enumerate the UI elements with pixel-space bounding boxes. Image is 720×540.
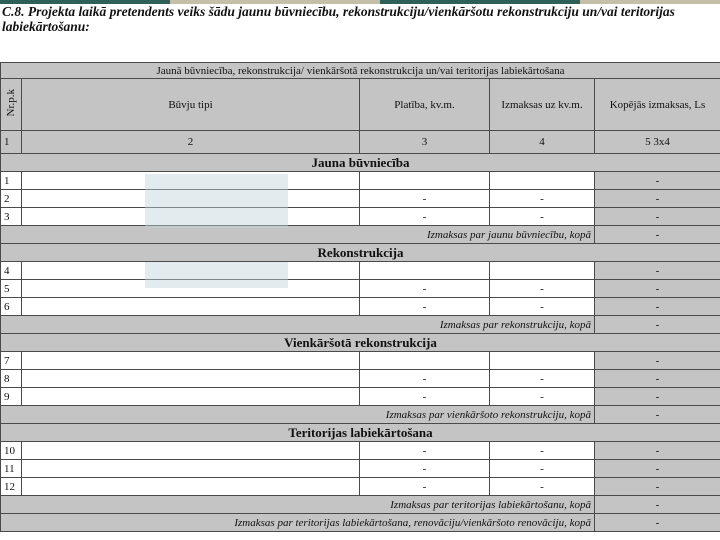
table-row xyxy=(1,262,720,280)
building-type-cell[interactable] xyxy=(22,460,360,478)
table-row xyxy=(1,442,720,460)
cell-highlight xyxy=(145,262,288,288)
building-type-cell[interactable] xyxy=(22,442,360,460)
area-cell[interactable]: - xyxy=(360,388,490,406)
subtotal-value: - xyxy=(595,316,720,334)
total-cell: - xyxy=(595,172,720,190)
building-type-cell[interactable] xyxy=(22,298,360,316)
cost-per-m2-cell[interactable]: - xyxy=(490,370,595,388)
subtotal-label: Izmaksas par teritorijas labiekārtošanu, kopā xyxy=(1,496,595,514)
area-cell[interactable]: - xyxy=(360,478,490,496)
section-title: Jauna būvniecība xyxy=(1,154,720,172)
header-nr xyxy=(1,79,22,131)
header-total: Kopējās izmaksas, Ls xyxy=(595,79,720,131)
building-type-cell[interactable] xyxy=(22,370,360,388)
section-title: Rekonstrukcija xyxy=(1,244,720,262)
total-cell: - xyxy=(595,190,720,208)
cost-per-m2-cell[interactable] xyxy=(490,262,595,280)
table-row xyxy=(1,208,720,226)
subtotal-value: - xyxy=(595,496,720,514)
building-type-cell[interactable] xyxy=(22,352,360,370)
cell-highlight xyxy=(145,174,288,228)
area-cell[interactable]: - xyxy=(360,442,490,460)
area-cell[interactable]: - xyxy=(360,298,490,316)
column-number: 3 xyxy=(360,131,490,154)
area-cell[interactable] xyxy=(360,262,490,280)
cost-per-m2-cell[interactable]: - xyxy=(490,190,595,208)
cost-per-m2-cell[interactable]: - xyxy=(490,388,595,406)
section-title-row xyxy=(1,424,720,442)
cost-per-m2-cell[interactable]: - xyxy=(490,460,595,478)
table-title: Jaunā būvniecība, rekonstrukcija/ vienkāršotā rekonstrukcija un/vai teritorijas labiekārtošana xyxy=(1,63,720,79)
row-number: 11 xyxy=(1,460,22,478)
construction-cost-table xyxy=(0,62,720,532)
area-cell[interactable] xyxy=(360,352,490,370)
section-title-row xyxy=(1,154,720,172)
grand-total-row xyxy=(1,514,720,532)
subtotal-row xyxy=(1,406,720,424)
total-cell: - xyxy=(595,460,720,478)
cost-per-m2-cell[interactable] xyxy=(490,172,595,190)
row-number: 8 xyxy=(1,370,22,388)
area-cell[interactable]: - xyxy=(360,280,490,298)
row-number: 3 xyxy=(1,208,22,226)
subtotal-label: Izmaksas par vienkāršoto rekonstrukciju, kopā xyxy=(1,406,595,424)
row-number: 5 xyxy=(1,280,22,298)
subtotal-row xyxy=(1,316,720,334)
header-type: Būvju tipi xyxy=(22,79,360,131)
column-number: 4 xyxy=(490,131,595,154)
table-row xyxy=(1,370,720,388)
total-cell: - xyxy=(595,352,720,370)
row-number: 10 xyxy=(1,442,22,460)
row-number: 7 xyxy=(1,352,22,370)
cost-per-m2-cell[interactable]: - xyxy=(490,280,595,298)
total-cell: - xyxy=(595,442,720,460)
section-title-row xyxy=(1,334,720,352)
row-number: 9 xyxy=(1,388,22,406)
table-row xyxy=(1,298,720,316)
subtotal-label: Izmaksas par rekonstrukciju, kopā xyxy=(1,316,595,334)
area-cell[interactable]: - xyxy=(360,460,490,478)
cost-per-m2-cell[interactable] xyxy=(490,352,595,370)
section-title: Teritorijas labiekārtošana xyxy=(1,424,720,442)
cost-per-m2-cell[interactable]: - xyxy=(490,298,595,316)
table-row xyxy=(1,388,720,406)
subtotal-row xyxy=(1,226,720,244)
header-cost-per-m2: Izmaksas uz kv.m. xyxy=(490,79,595,131)
header-area: Platība, kv.m. xyxy=(360,79,490,131)
total-cell: - xyxy=(595,388,720,406)
total-cell: - xyxy=(595,370,720,388)
row-number: 2 xyxy=(1,190,22,208)
row-number: 12 xyxy=(1,478,22,496)
area-cell[interactable]: - xyxy=(360,208,490,226)
cost-per-m2-cell[interactable]: - xyxy=(490,208,595,226)
total-cell: - xyxy=(595,478,720,496)
grand-total-value: - xyxy=(595,514,720,532)
column-header-row xyxy=(1,79,720,131)
total-cell: - xyxy=(595,208,720,226)
building-type-cell[interactable] xyxy=(22,388,360,406)
total-cell: - xyxy=(595,262,720,280)
table-row xyxy=(1,280,720,298)
subtotal-value: - xyxy=(595,226,720,244)
row-number: 6 xyxy=(1,298,22,316)
column-number: 1 xyxy=(1,131,22,154)
subtotal-value: - xyxy=(595,406,720,424)
column-number: 2 xyxy=(22,131,360,154)
cost-per-m2-cell[interactable]: - xyxy=(490,478,595,496)
row-number: 4 xyxy=(1,262,22,280)
table-row xyxy=(1,352,720,370)
row-number: 1 xyxy=(1,172,22,190)
subtotal-label: Izmaksas par jaunu būvniecību, kopā xyxy=(1,226,595,244)
column-number: 5 3x4 xyxy=(595,131,720,154)
table-row xyxy=(1,478,720,496)
cost-per-m2-cell[interactable]: - xyxy=(490,442,595,460)
subtotal-row xyxy=(1,496,720,514)
column-number-row xyxy=(1,131,720,154)
building-type-cell[interactable] xyxy=(22,478,360,496)
section-title: Vienkāršotā rekonstrukcija xyxy=(1,334,720,352)
table-title-row xyxy=(1,63,720,79)
table-row xyxy=(1,172,720,190)
table-row xyxy=(1,190,720,208)
area-cell[interactable] xyxy=(360,172,490,190)
area-cell[interactable]: - xyxy=(360,370,490,388)
total-cell: - xyxy=(595,298,720,316)
area-cell[interactable]: - xyxy=(360,190,490,208)
grand-total-label: Izmaksas par teritorijas labiekārtošana, renovāciju/vienkāršoto renovāciju, kopā xyxy=(1,514,595,532)
table-row xyxy=(1,460,720,478)
total-cell: - xyxy=(595,280,720,298)
section-title-row xyxy=(1,244,720,262)
section-heading: C.8. Projekta laikā pretendents veiks šādu jaunu būvniecību, rekonstrukciju/vienkāršotu rekonstrukciju un/vai teritorijas labiekārtošanu: xyxy=(2,4,675,34)
header-nr-label: Nr.p.k xyxy=(5,88,17,117)
